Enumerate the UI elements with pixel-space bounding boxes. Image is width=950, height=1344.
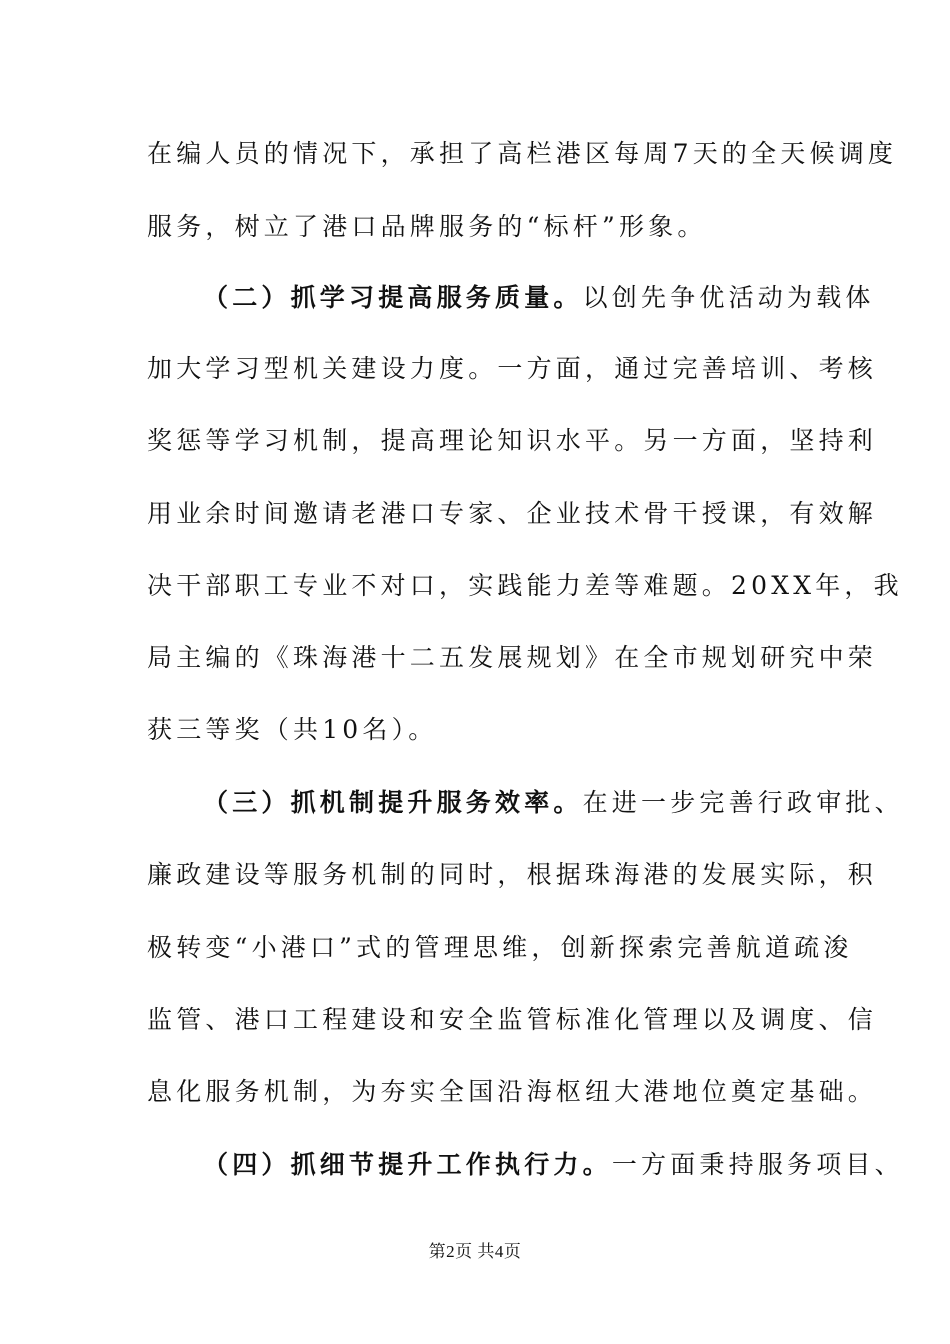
body-line: 局主编的《珠海港十二五发展规划》在全市规划研究中荣 <box>147 643 878 672</box>
body-line: 用业余时间邀请老港口专家、企业技术骨干授课，有效解 <box>147 499 878 528</box>
body-text: 一方面秉持服务项目、 <box>611 1150 904 1179</box>
body-line: 息化服务机制，为夯实全国沿海枢纽大港地位奠定基础。 <box>147 1077 878 1106</box>
body-line: 决干部职工专业不对口，实践能力差等难题。20XX年，我 <box>147 571 903 600</box>
section-2-heading: （二）抓学习提高服务质量。 <box>203 283 583 312</box>
page-number-footer: 第2页 共4页 <box>428 1242 522 1261</box>
body-line: 在编人员的情况下，承担了高栏港区每周7天的全天候调度 <box>147 139 898 168</box>
section-2-first-line <box>203 280 883 316</box>
body-text: 以创先争优活动为载体 <box>582 283 875 312</box>
body-line: 奖惩等学习机制，提高理论知识水平。另一方面，坚持利 <box>147 426 878 455</box>
body-line: 获三等奖（共10名）。 <box>147 715 438 744</box>
section-3-heading: （三）抓机制提升服务效率。 <box>203 788 583 817</box>
section-4-first-line <box>203 1147 904 1183</box>
body-line: 监管、港口工程建设和安全监管标准化管理以及调度、信 <box>147 1005 878 1034</box>
body-line: 服务，树立了港口品牌服务的“标杆”形象。 <box>147 212 707 241</box>
body-line: 加大学习型机关建设力度。一方面，通过完善培训、考核 <box>147 354 878 383</box>
section-4-heading: （四）抓细节提升工作执行力。 <box>203 1150 612 1179</box>
body-line: 廉政建设等服务机制的同时，根据珠海港的发展实际，积 <box>147 860 878 889</box>
body-line: 极转变“小港口”式的管理思维，创新探索完善航道疏浚 <box>147 933 853 962</box>
section-3-first-line <box>203 785 904 821</box>
body-text: 在进一步完善行政审批、 <box>582 788 904 817</box>
